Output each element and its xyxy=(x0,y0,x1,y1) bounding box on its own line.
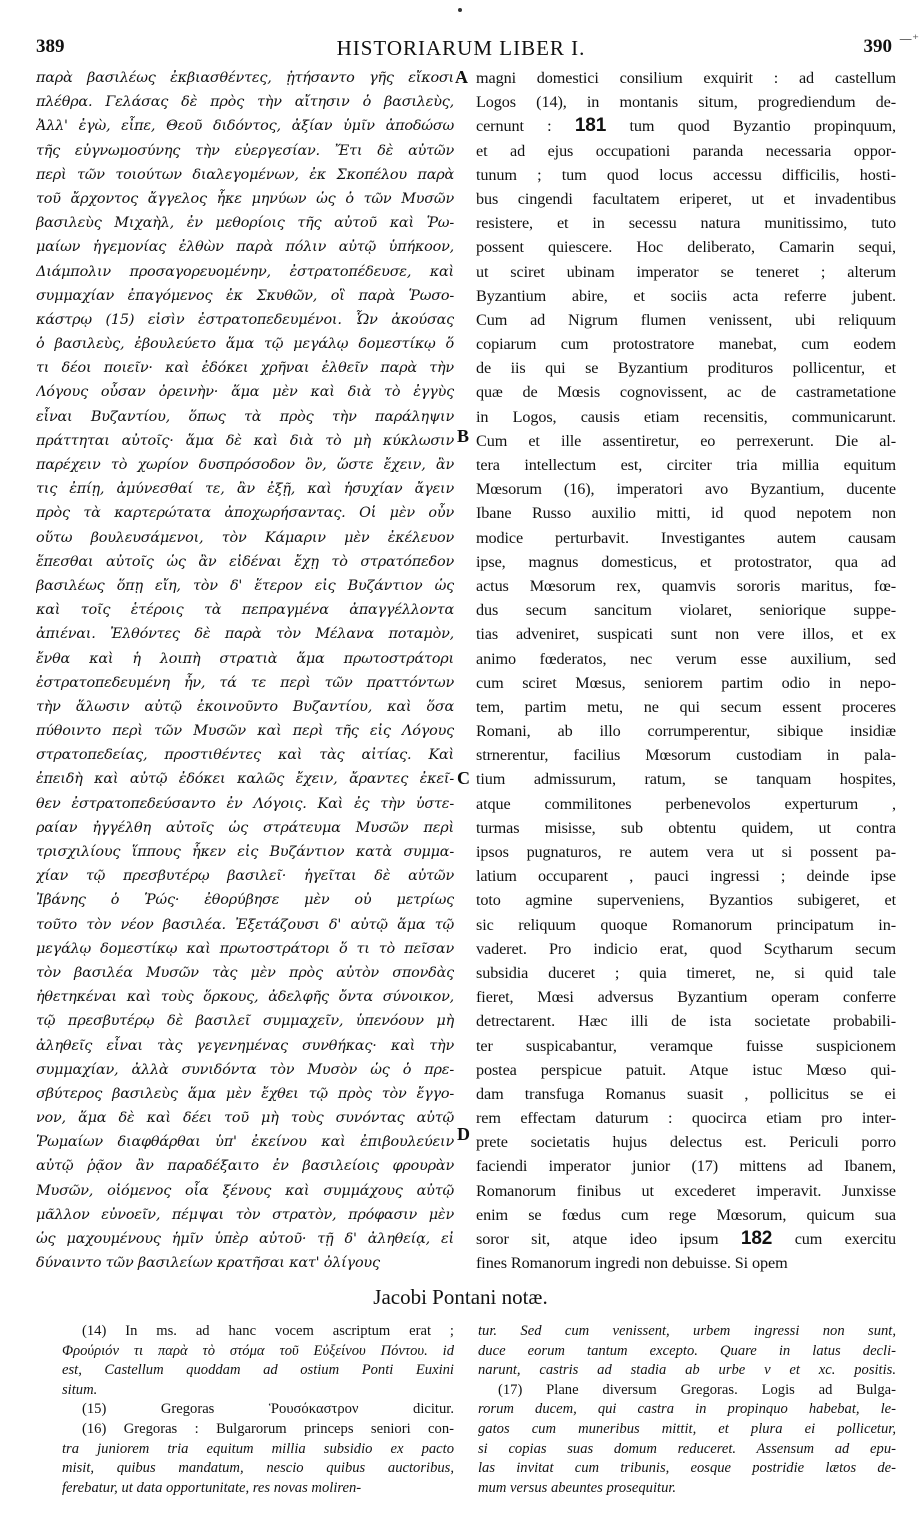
latin-line: sic reliquum quoque Romanorum principatum in- xyxy=(476,915,896,934)
latin-line: toto agmine superveniens, Byzantios subigeret, et xyxy=(476,891,896,910)
greek-line: Ἀλλ' ἐγὼ, εἶπε, Θεοῦ διδόντος, ἀξίαν ὑμῖν ἀποδώσω xyxy=(36,118,454,135)
latin-line: strnerentur, facilius Mœsorum custodiam in pala- xyxy=(476,746,896,765)
latin-line: fieret, Mœsi adversus Byzantium operam conferre xyxy=(476,988,896,1007)
greek-line: ἠθετηκέναι καὶ τοὺς ὅρκους, ἀδελφῆς ὄντα σύνοικον, xyxy=(36,989,454,1006)
greek-line: περὶ τῶν τοιούτων διαλεγομένων, ἐκ Σκοπέλου παρὰ xyxy=(36,166,454,183)
latin-line: cum sciret Mœsus, seniorem partim odio in nepo- xyxy=(476,673,896,692)
latin-line: fines Romanorum ingredi non debuisse. Si opem xyxy=(476,1254,788,1273)
latin-line: resistere, et in secessu natura munitissimo, tuto xyxy=(476,214,896,233)
note-line: (14) In ms. ad hanc vocem ascriptum erat ; xyxy=(82,1323,454,1339)
greek-line: τῆς εὐγνωμοσύνης τὴν εὐεργεσίαν. Ἔτι δὲ αὐτῶν xyxy=(36,142,454,159)
greek-line: νον, ἅμα δὲ καὶ δέει τοῦ μὴ τοὺς συνόντας αὐτῷ xyxy=(36,1110,454,1127)
latin-line: tias adveniret, suspicati sunt non vere illos, et ex xyxy=(476,625,896,644)
note-line: est, Castellum quoddam ad ostium Ponti Euxini xyxy=(62,1362,454,1379)
greek-line: Ῥωμαίων διαφθάρθαι ὑπ' ἐκείνου καὶ ἐπιβουλεύειν xyxy=(36,1134,454,1151)
latin-line: tera intellectum est, circiter tria millia equitum xyxy=(476,456,896,474)
note-line: gatos cum muneribus mittit, et plura ei pollicetur, xyxy=(478,1420,896,1437)
note-line: (17) Plane diversum Gregoras. Logis ad Bulga- xyxy=(498,1381,896,1398)
greek-line: ἐπειδὴ καὶ αὐτῷ ἐδόκει καλῶς ἔχειν, ἄραντες ἐκεῖ- xyxy=(36,771,454,788)
greek-line: τι δέοι ποιεῖν· καὶ ἐδόκει χρῆναι ἐλθεῖν παρὰ τὴν xyxy=(36,360,454,377)
latin-line: ter suspicabantur, veramque fuisse suspicionem xyxy=(476,1036,896,1055)
greek-line: ραίαν ἠγγέλθη αὐτοῖς ὡς στράτευμα Μυσῶν περὶ xyxy=(36,819,454,836)
note-line: rorum ducem, qui castra in propinquo habebat, le- xyxy=(478,1401,896,1418)
latin-line: Cum ad Nigrum flumen venissent, ubi reliquum xyxy=(476,310,896,329)
margin-letter-c: C xyxy=(457,768,470,788)
latin-line: et ad ejus occupationi paranda necessaria oppor- xyxy=(476,141,896,160)
latin-line: copiarum cum protostratore manebat, cum eodem xyxy=(476,335,896,354)
note-line: duce eorum tantum excepto. Quare in latus decli- xyxy=(478,1342,896,1359)
note-line: si copias suas domum reduceret. Assensum ad epu- xyxy=(478,1440,896,1457)
latin-line: rem effectam daturum : quocirca etiam pro inter- xyxy=(476,1109,896,1128)
latin-line: vaderet. Pro indicio erat, quod Scytharum secum xyxy=(476,939,896,958)
greek-line: οὕτω βουλευσάμενοι, τὸν Κάμαριν μὲν ἐκέλευον xyxy=(36,529,454,546)
latin-line: Romani, ab illo corrumperentur, sibique insidiæ xyxy=(476,722,896,741)
greek-line: Ἰβάνης ὁ Ῥώς· ἐθορύβησε μὲν οὐ μετρίως xyxy=(36,892,454,909)
inline-page-marker: 181 xyxy=(574,115,607,137)
notes-right-column xyxy=(478,1322,896,1498)
greek-line: μᾶλλον εὐνοεῖν, πέμψαι τὸν στρατὸν, πρόφασιν μὲν xyxy=(36,1206,454,1223)
note-line: las invitat cum tribunis, eosque postridie lætos de- xyxy=(478,1460,896,1477)
greek-line: στρατοπεδείας, προστιθέντες καὶ τὰς αἰτίας. Καὶ xyxy=(36,747,454,764)
latin-line: dus secum sancitum violaret, seniorique suppe- xyxy=(476,601,896,620)
ink-dot xyxy=(458,8,462,12)
greek-line: Μυσῶν, οἰόμενος οἷα ξένους καὶ συμμάχους αὐτῷ xyxy=(36,1182,454,1199)
latin-line: possent quiescere. Hoc deliberato, Camarin sequi, xyxy=(476,238,896,257)
greek-line: τρισχιλίους ἵππους ἧκεν εἰς Βυζάντιον κατὰ συμμα- xyxy=(36,844,454,860)
greek-line: τοῦτο τὸν νέον βασιλέα. Ἐξετάζουσι δ' αὐτῷ ἅμα τῷ xyxy=(36,916,454,933)
latin-line: cernunt : 181 tum quod Byzantio propinquum, xyxy=(476,115,896,137)
latin-line: turmas misisse, sub obtentu quidem, ut contra xyxy=(476,818,896,837)
inline-page-marker: 182 xyxy=(740,1228,773,1249)
greek-line: πρὸς τὰ καρτερώτατα ἀποχωρήσαντας. Οἱ μὲν οὖν xyxy=(36,505,454,522)
note-line: misit, quibus mandatum, nescio quibus auctoribus, xyxy=(62,1460,454,1477)
greek-line: τῷ πρεσβυτέρῳ δὲ βασιλεῖ συμμαχεῖν, ὑπενόουν μὴ xyxy=(36,1013,454,1030)
greek-line: τὸν βασιλέα Μυσῶν τὰς μὲν πρὸς αὐτὸν σπονδὰς xyxy=(36,964,454,981)
greek-line: τις ἐπίῃ, ἀμύνεσθαί τε, ἂν ἐξῇ, καὶ ἡσυχίαν ἄγειν xyxy=(36,481,454,498)
greek-line: βασιλεὺς Μιχαὴλ, ἐν μεθορίοις τῆς αὐτοῦ καὶ Ῥω- xyxy=(36,215,454,232)
latin-line: tem, partim metu, ne qui secum essent proceres xyxy=(476,697,896,716)
latin-line: faciendi imperator junior (17) mittens ad Ibanem, xyxy=(476,1157,896,1176)
greek-line: καὶ τοῖς ἑτέροις τὰ πεπραγμένα ἀπαγγέλλοντα xyxy=(36,602,454,619)
note-line: narunt, castris ad stadia ab urbe v et xc. positis. xyxy=(478,1362,896,1379)
margin-letter-a: A xyxy=(455,67,468,87)
latin-line: dam transfuga Romanus suasit , pollicitus se ei xyxy=(476,1084,896,1103)
greek-line: σβύτερος βασιλεὺς ἅμα μὲν ἔχθει τῷ πρὸς τὸν ἔγγο- xyxy=(36,1085,454,1102)
greek-line: τὴν ἅλωσιν αὐτῷ ἐκοινοῦντο Βυζαντίου, καὶ ὅσα xyxy=(36,698,454,715)
greek-line: Λόγους οὖσαν ὀρεινὴν· ἅμα μὲν καὶ διὰ τὸ ἐγγὺς xyxy=(36,384,454,401)
greek-line: ἀπιέναι. Ἐλθόντες δὲ παρὰ τὸν Μέλανα ποταμὸν, xyxy=(36,626,454,643)
latin-line: Ibane Russo auxilio mitti, id quod nepotem non xyxy=(476,504,896,523)
latin-line: bus cingendi facultatem eriperet, ut et invadentibus xyxy=(476,189,896,208)
note-line: tur. Sed cum venissent, urbem ingressi non sunt, xyxy=(478,1323,896,1339)
latin-line: postea perspicue patuit. Atque istuc Mœso qui- xyxy=(476,1060,896,1079)
latin-line: in Logos, causis etiam recensitis, communicarunt. xyxy=(476,407,896,426)
latin-line: ipsos pugnaturos, re autem vera ut si possent pa- xyxy=(476,843,896,861)
latin-line: tium admissurum, ratum, se tanquam hospites, xyxy=(476,770,896,789)
margin-letter-b: B xyxy=(457,426,470,446)
greek-line: τοῦ ἄρχοντος ἄγγελος ἧκε μηνύων ὡς ὁ τῶν Μυσῶν xyxy=(36,190,454,207)
greek-line: ὁ βασιλεὺς, ἐβουλεύετο ἅμα τῷ μεγάλῳ δομεστίκῳ ὅ xyxy=(36,336,454,353)
latin-line: tunum ; tum quod locus accessu difficilis, hosti- xyxy=(476,165,896,184)
greek-line: εἶναι Βυζαντίου, ὅπως τὰ πρὸς τὴν παράληψιν xyxy=(36,408,454,425)
note-line: mum versus abeuntes prosequitur. xyxy=(478,1479,677,1496)
corner-mark: —⁺ xyxy=(899,32,919,47)
note-line: ferebatur, ut data opportunitate, res novas moliren- xyxy=(62,1479,362,1496)
greek-line: μεγάλῳ δομεστίκῳ καὶ πρωτοστράτορι ὅ τι τὸ πεῖσαν xyxy=(36,940,454,957)
margin-letter-d: D xyxy=(457,1124,470,1144)
greek-line: μαίων ἡγεμονίας ἐλθὼν παρὰ πόλιν αὐτῷ ὑπήκοον, xyxy=(36,239,454,256)
greek-line: ὡς μαχουμένους ἡμῖν ὑπὲρ αὐτοῦ· τῇ δ' ἀληθείᾳ, εἰ xyxy=(36,1231,454,1247)
latin-line: ut sciret ubinam imperator se teneret ; alterum xyxy=(476,262,896,281)
latin-line: actus Mœsorum rex, quamvis sororis maritus, fœ- xyxy=(476,576,896,595)
greek-line: πλέθρα. Γελάσας δὲ πρὸς τὴν αἴτησιν ὁ βασιλεὺς, xyxy=(36,94,454,111)
greek-line: Διάμπολιν προσαγορευομένην, ἐστρατοπέδευσε, καὶ xyxy=(36,263,454,280)
greek-line: παρέχειν τὸ χωρίον δυσπρόσοδον ὂν, ὥστε ἔχειν, ἂν xyxy=(36,457,454,473)
latin-line: atque commilitones perbenevolos experturum , xyxy=(476,794,896,813)
latin-line: soror sit, atque ideo ipsum 182 cum exercitu xyxy=(476,1228,896,1249)
latin-line: de iis qui se Byzantium prodituros pollicentur, et xyxy=(476,359,896,378)
greek-line: βασιλέως ὅπῃ εἴη, τὸν δ' ἕτερον εἰς Βυζάντιον ὡς xyxy=(36,577,454,594)
notes-heading: Jacobi Pontani notæ. xyxy=(373,1285,548,1309)
latin-text-column xyxy=(476,66,896,1275)
latin-line: latium occuparent , pauci ingressi ; deinde ipse xyxy=(476,867,896,886)
note-line: (16) Gregoras : Bulgarorum princeps seniori con- xyxy=(82,1420,454,1437)
latin-line: detrectarent. Hæc illi de ista societate probabili- xyxy=(476,1012,896,1031)
note-line: Φρούριόν τι παρὰ τὸ στόμα τοῦ Εὐξείνου Πόντου. id xyxy=(62,1342,454,1359)
latin-line: prete societatis hujus delectus est. Periculi porro xyxy=(476,1133,896,1152)
greek-line: κάστρῳ (15) εἰσὶν ἐστρατοπεδευμένοι. Ὧν ἀκούσας xyxy=(36,311,454,328)
greek-line: θεν ἐστρατοπεδεύσαντο ἐν Λόγοις. Καὶ ἐς τὴν ὑστε- xyxy=(36,795,454,812)
latin-line: Cum et ille assentiretur, eo perrexerunt. Die al- xyxy=(476,431,896,450)
latin-line: enim se fœdus cum rege Mœsorum, quicum sua xyxy=(476,1205,896,1224)
greek-line: χίαν τῷ πρεσβυτέρῳ βασιλεῖ· ἡγεῖται δὲ αὐτῶν xyxy=(36,868,454,885)
latin-line: ipse, magnus domesticus, et protostrator, qua ad xyxy=(476,552,896,571)
greek-line: πράττηται αὐτοῖς· ἅμα δὲ καὶ διὰ τὸ μὴ κύκλωσιν xyxy=(36,432,454,449)
latin-line: animo fœderatos, nec verum esse auxilium, sed xyxy=(476,649,896,668)
note-line: situm. xyxy=(62,1381,98,1398)
page-number-right: 390 xyxy=(863,36,892,57)
page-title: HISTORIARUM LIBER I. xyxy=(336,36,586,60)
latin-line: quæ de Mœsis cognovissent, ac de castrametatione xyxy=(476,383,896,402)
latin-line: Mœsorum (16), imperatori avo Byzantium, ducente xyxy=(476,480,896,499)
greek-line: αὐτῷ ῥᾷον ἂν παραδέξαιτο ἐν βασιλείοις φρουρὰν xyxy=(36,1158,454,1175)
latin-line: subsidia duceret ; quia timeret, ne, si quid tale xyxy=(476,963,896,982)
greek-line: δύναιντο τῶν βασιλείων κρατῆσαι κατ' ὀλίγους xyxy=(36,1255,380,1272)
greek-line: πύθοιντο περὶ τῶν Μυσῶν καὶ περὶ τῆς εἰς Λόγους xyxy=(36,723,454,740)
greek-line: ἀληθεῖς εἶναι τὰς γεγενημένας συνθήκας· καὶ τὴν xyxy=(36,1037,454,1054)
greek-line: παρὰ βασιλέως ἐκβιασθέντες, ᾐτήσαντο γῆς εἴκοσι xyxy=(36,70,454,86)
notes-left-column xyxy=(62,1322,454,1498)
greek-line: ἕπεσθαι αὐτοῖς ὡς ἂν εἰδέναι ἔχῃ τὸ στρατόπεδον xyxy=(36,553,454,570)
note-line: tra juniorem tria equitum millia subsidio ex pacto xyxy=(62,1440,454,1457)
greek-text-column xyxy=(36,66,454,1275)
latin-line: magni domestici consilium exquirit : ad castellum xyxy=(476,69,896,87)
running-head xyxy=(30,36,892,62)
latin-line: modice perturbavit. Investigantes autem causam xyxy=(476,528,896,547)
latin-line: Byzantium abire, et sociis acta referre jubent. xyxy=(476,286,896,305)
greek-line: συμμαχίαν ἐπαγόμενος ἐκ Σκυθῶν, οἳ παρὰ Ῥωσο- xyxy=(36,287,454,304)
latin-line: Logos (14), in montanis situm, progrediendum de- xyxy=(476,93,896,112)
note-line: (15) Gregoras Ῥουσόκαστρον dicitur. xyxy=(82,1401,454,1418)
page-number-left: 389 xyxy=(36,36,65,57)
greek-line: συμμαχίαν, ἀλλὰ συνιδόντα τὸν Μυσὸν ὡς ὁ πρε- xyxy=(36,1061,454,1078)
greek-line: ἐστρατοπεδευμένη ἦν, τά τε περὶ τῶν πραττόντων xyxy=(36,674,454,691)
latin-line: Romanorum finibus ut excederet imperavit. Junxisse xyxy=(476,1181,896,1200)
greek-line: ἔνθα καὶ ἡ λοιπὴ στρατιὰ ἅμα πρωτοστράτορι xyxy=(36,650,454,667)
